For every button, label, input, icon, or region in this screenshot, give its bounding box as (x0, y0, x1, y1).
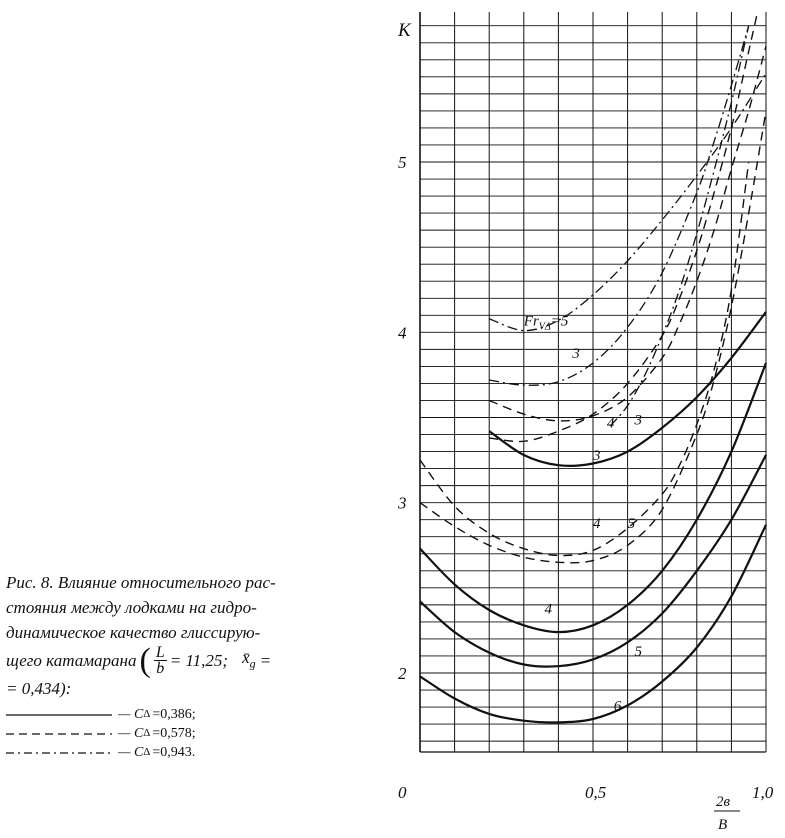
series-label-tail: =5 (550, 313, 569, 330)
x-axis-label-denominator: В (718, 817, 728, 833)
series-label: 4 (593, 516, 601, 533)
legend (6, 705, 386, 762)
caption-ratio-value: = 11,25; (169, 651, 229, 671)
legend-value: =0,578; (152, 726, 196, 741)
caption-catamaran-text: щего катамарана (6, 651, 137, 671)
open-paren: ( (139, 642, 151, 680)
x-axis-label-numerator: 2в (716, 794, 731, 810)
series-label: 4 (606, 415, 615, 432)
legend-item-solid (6, 705, 386, 724)
legend-subscript: Δ (143, 746, 151, 758)
legend-value: =0,943. (152, 745, 196, 760)
legend-dashdot-line-sample (6, 749, 112, 757)
caption-xg-symbol (242, 645, 256, 676)
figure-caption (6, 570, 378, 701)
series-label: 5 (634, 643, 643, 660)
legend-label: — C (118, 726, 144, 741)
y-tick-label: 3 (398, 493, 407, 513)
fraction-numerator: L (155, 644, 165, 662)
legend-value: =0,386; (152, 707, 196, 722)
series-label: 3 (572, 345, 580, 362)
series-label: 3 (634, 412, 643, 429)
xg-subscript: g (249, 656, 256, 671)
series-label: 6 (613, 698, 622, 715)
legend-dashed-line-sample (6, 730, 112, 738)
legend-solid-line-sample (6, 711, 112, 719)
y-axis-label: K (398, 20, 411, 41)
y-tick-label: 5 (398, 153, 407, 172)
caption-equals: = (259, 651, 272, 671)
y-tick-label: 2 (398, 664, 407, 683)
legend-item-dashed (6, 724, 386, 743)
series-label: 3 (593, 448, 601, 465)
series-label: $Fr_{V\Delta}=5$ (523, 313, 569, 333)
series-label: 4 (544, 601, 553, 618)
chart-grid (420, 12, 766, 752)
x-tick-label: 1,0 (752, 783, 774, 802)
series-dashed-curve (420, 162, 749, 556)
series-label-subscript: VΔ (538, 321, 551, 333)
xg-base: x̄ (242, 648, 250, 667)
fraction-denominator: b (156, 660, 165, 678)
caption-line-5: = 0,434): (6, 679, 72, 699)
x-tick-label: 0 (398, 783, 407, 802)
legend-label: — C (118, 707, 144, 722)
chart-labels (397, 20, 774, 833)
fraction-l-over-b (154, 645, 167, 676)
series-dashdot-curve (489, 26, 749, 386)
caption-line-3: динамическое качество глиссирую- (6, 623, 261, 642)
legend-subscript: Δ (143, 708, 151, 720)
legend-label: — C (118, 745, 144, 760)
caption-line-1: Рис. 8. Влияние относительного рас- (6, 573, 276, 592)
caption-line-2: стояния между лодками на гидро- (6, 598, 257, 617)
y-tick-label: 4 (398, 323, 407, 343)
legend-item-dashdot (6, 743, 386, 762)
legend-subscript: Δ (143, 727, 151, 739)
caption-line-4 (6, 642, 378, 680)
x-tick-label: 0,5 (585, 783, 607, 802)
series-label: 5 (627, 516, 636, 533)
